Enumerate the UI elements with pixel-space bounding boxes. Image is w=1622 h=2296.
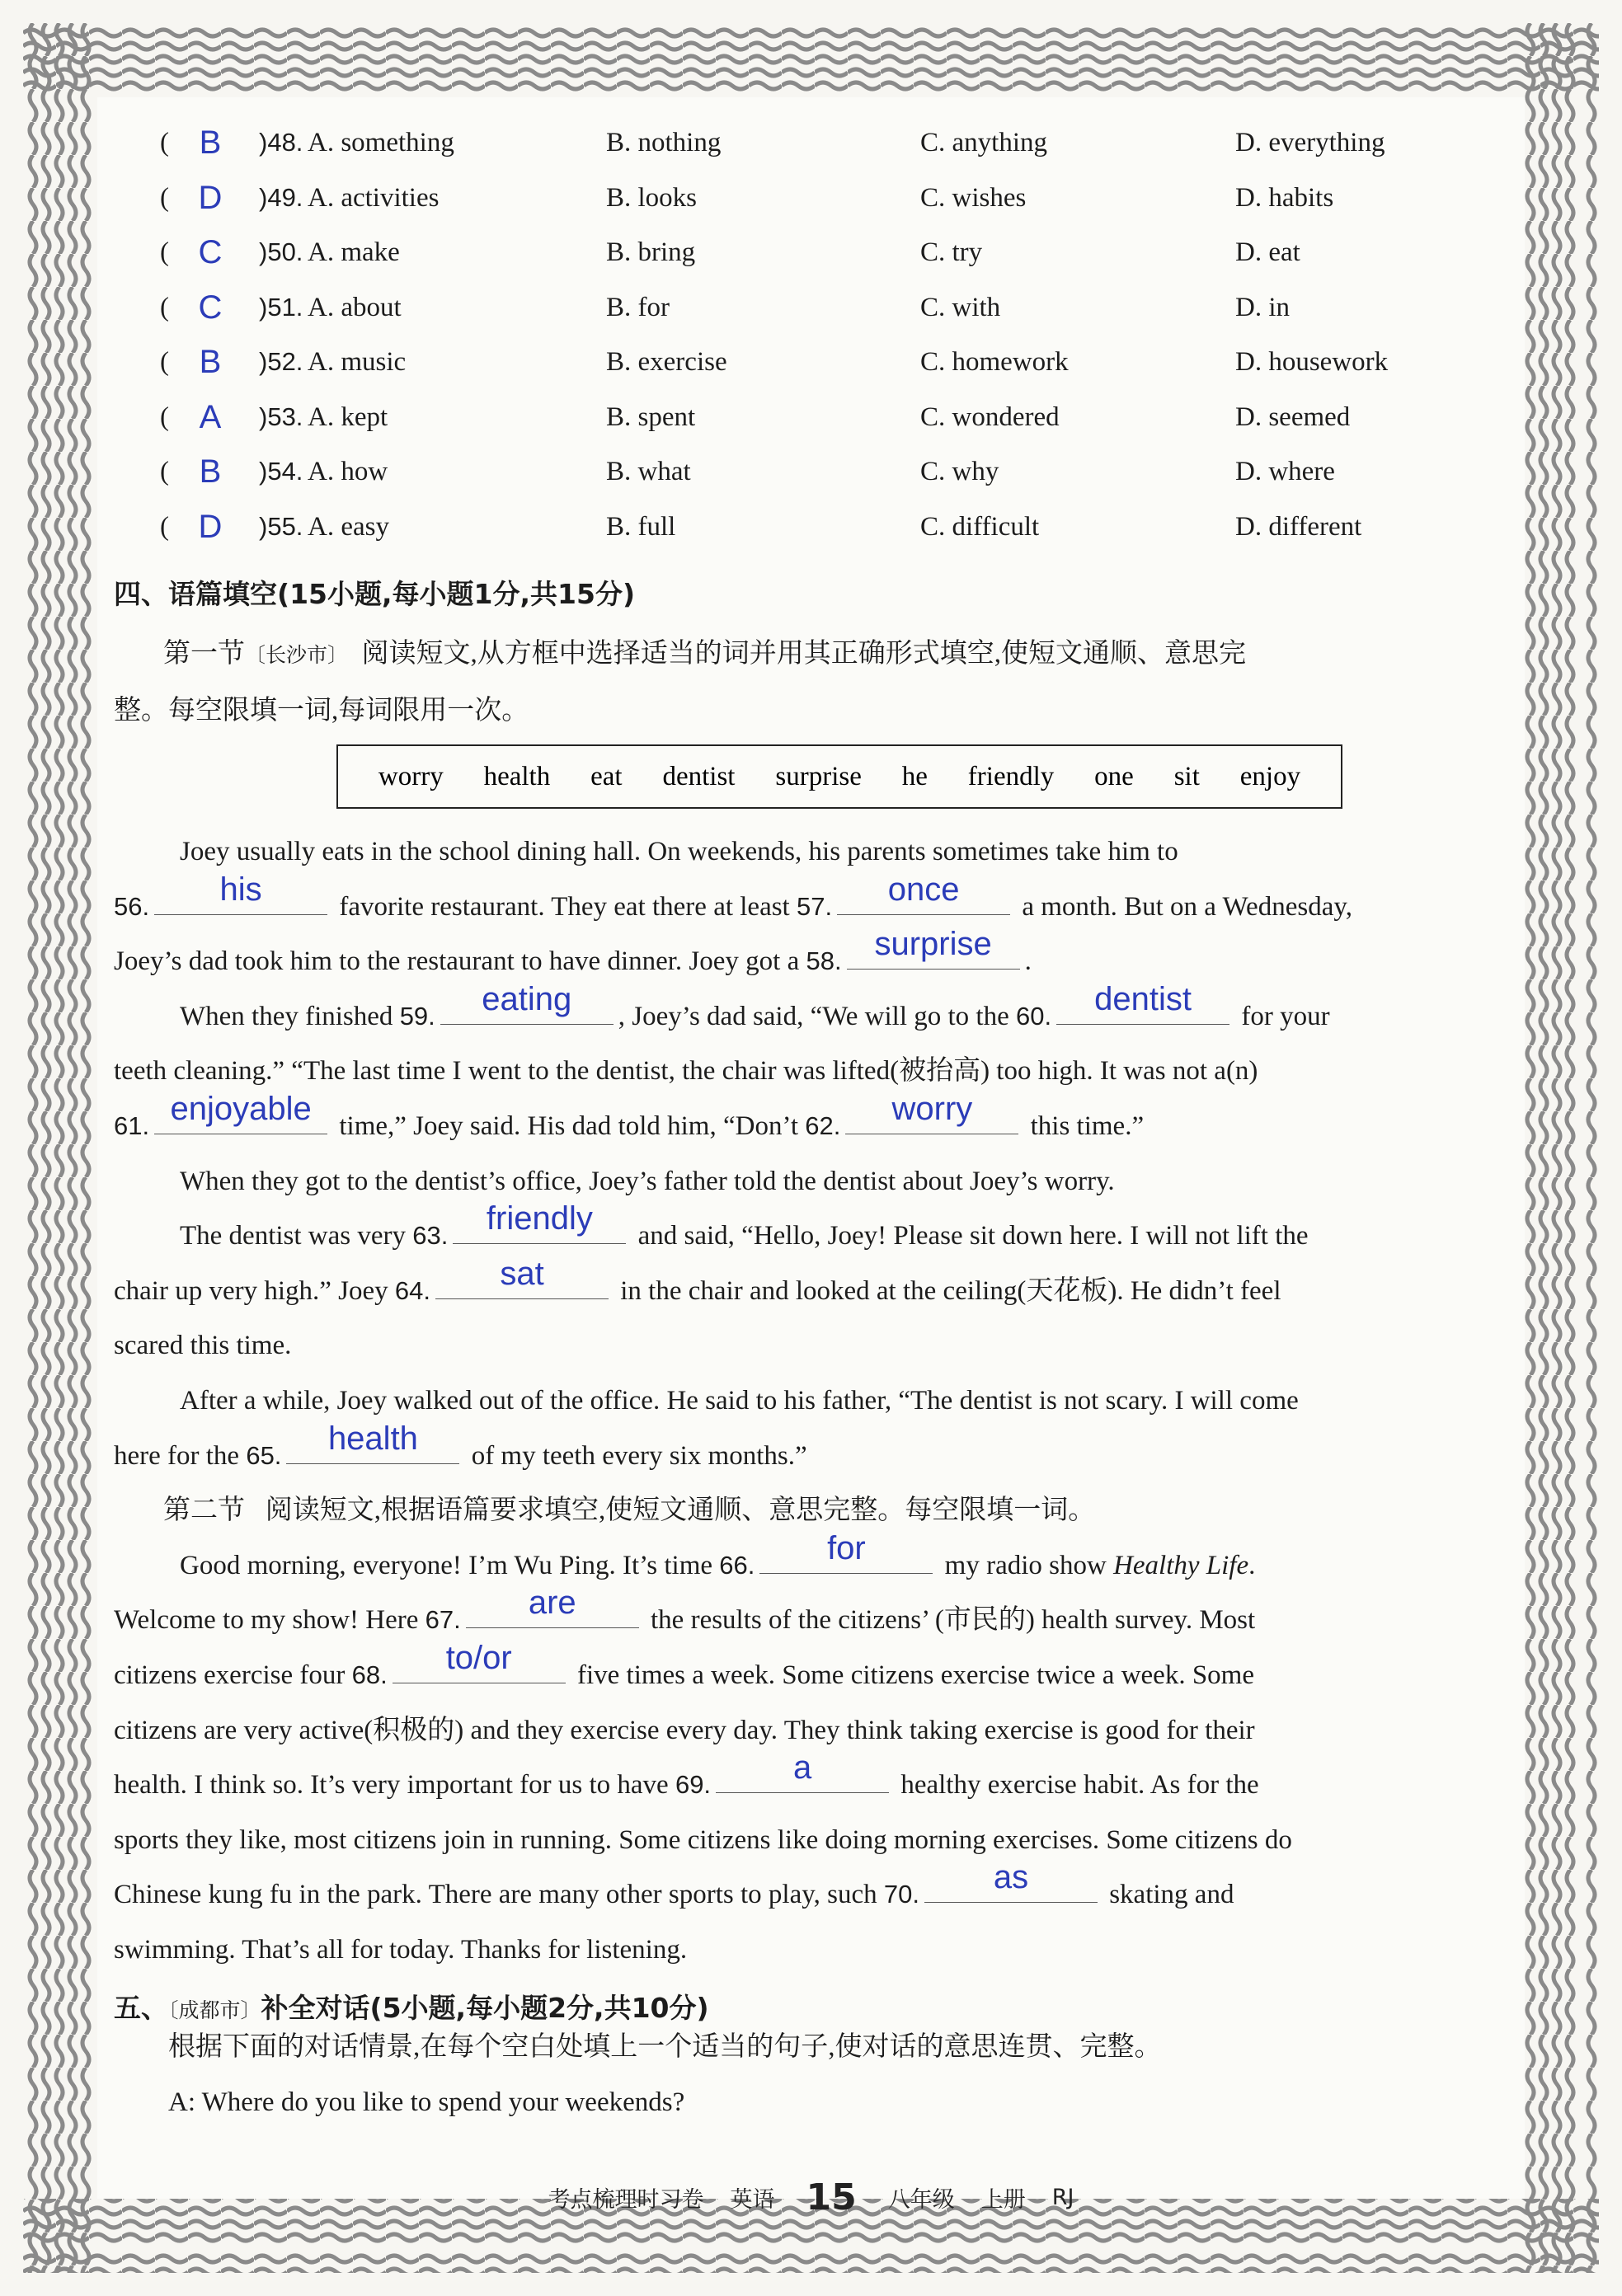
word-box-item: friendly	[967, 761, 1055, 791]
blank-60[interactable]	[1056, 980, 1229, 1025]
mc-row-52	[114, 335, 1524, 390]
text: five times a week. Some citizens exercise twice a week. Some	[576, 1660, 1254, 1690]
option-a: A. music	[308, 347, 407, 377]
text: citizens are very active(积极的) and they exercise every day. They think taking exercise is good for their	[114, 1715, 1255, 1745]
text: When they finished	[180, 1001, 393, 1031]
option-d: D. habits	[1235, 182, 1334, 213]
word-box-item: sit	[1173, 761, 1200, 791]
text: sports they like, most citizens join in running. Some citizens like doing morning exercises. Some citizens do	[114, 1824, 1292, 1855]
text: .	[1248, 1550, 1256, 1580]
passage1-para5	[114, 1373, 1514, 1483]
page-number: 15	[806, 2176, 857, 2219]
option-c: C. anything	[920, 128, 1047, 157]
option-a: A. kept	[308, 401, 388, 432]
mc-row-50	[114, 225, 1524, 280]
blank-number: 60.	[1015, 1001, 1052, 1031]
show-name: Healthy Life	[1113, 1550, 1249, 1580]
passage1-para1	[114, 824, 1514, 989]
answer-57: once	[887, 871, 960, 908]
blank-59[interactable]	[440, 980, 614, 1025]
answer-letter: D	[198, 179, 223, 216]
page-footer	[0, 2176, 1622, 2219]
footer-grade: 八年级	[887, 2187, 955, 2213]
blank-number: 63.	[412, 1221, 449, 1251]
answer-68: to/or	[445, 1639, 512, 1676]
footer-edition: RJ	[1051, 2185, 1074, 2210]
answer-70: as	[993, 1859, 1029, 1896]
blank-number: 56.	[114, 891, 150, 921]
word-box-item: surprise	[775, 761, 862, 791]
blank-56[interactable]	[154, 871, 327, 915]
mc-row-55	[114, 500, 1524, 555]
text: my radio show	[944, 1550, 1107, 1580]
answer-64: sat	[500, 1255, 544, 1292]
part2-label: 第二节	[163, 1495, 245, 1526]
mc-row-53	[114, 390, 1524, 445]
answer-letter: A	[199, 398, 222, 435]
option-d: D. everything	[1235, 128, 1385, 157]
blank-number: 67.	[425, 1605, 461, 1635]
option-c: C. with	[920, 292, 1001, 322]
answer-letter: C	[198, 234, 223, 270]
text: and said, “Hello, Joey! Please sit down here. I will not lift the	[637, 1221, 1309, 1251]
answer-60: dentist	[1094, 980, 1192, 1017]
answer-61: enjoyable	[170, 1090, 312, 1127]
option-d: D. in	[1235, 292, 1290, 322]
answer-letter: B	[199, 124, 222, 161]
passage1-para2	[114, 980, 1514, 1154]
passage1-para4	[114, 1200, 1514, 1373]
section5-city: 〔成都市〕	[168, 1998, 261, 2022]
text: chair up very high.” Joey	[114, 1275, 388, 1306]
word-box	[336, 744, 1342, 809]
paren-open: (	[160, 401, 169, 432]
word-box-item: he	[901, 761, 928, 791]
mc-row-48	[114, 115, 1524, 171]
part1-instructions	[114, 627, 1514, 738]
text: for your	[1241, 1001, 1330, 1031]
option-d: D. different	[1235, 511, 1362, 542]
part1-instruction-line2: 整。每空限填一词,每词限用一次。	[114, 696, 529, 725]
word-box-item: health	[483, 761, 551, 791]
text: .	[1024, 946, 1032, 977]
option-b: B. bring	[606, 237, 696, 267]
text: time,” Joey said. His dad told him, “Don’t	[339, 1110, 799, 1141]
option-a: A. activities	[308, 182, 440, 213]
blank-61[interactable]	[154, 1090, 327, 1134]
option-c: C. difficult	[920, 511, 1040, 542]
option-b: B. exercise	[606, 347, 727, 377]
part2-instructions	[114, 1483, 1514, 1538]
option-c: C. homework	[920, 347, 1069, 377]
footer-book-title: 考点梳理时习卷	[548, 2187, 704, 2213]
word-box-item: eat	[590, 761, 623, 791]
text: a month. But on a Wednesday,	[1022, 891, 1352, 922]
passage1	[114, 824, 1514, 1977]
option-b: B. for	[606, 292, 670, 322]
blank-number: 62.	[805, 1110, 841, 1140]
blank-number: 66.	[719, 1550, 755, 1580]
mc-row-51	[114, 280, 1524, 336]
part2-instruction: 阅读短文,根据语篇要求填空,使短文通顺、意思完整。每空限填一词。	[265, 1495, 1096, 1526]
mc-row-54	[114, 444, 1524, 500]
question-number: )52.	[259, 347, 303, 376]
word-box-item: worry	[378, 761, 444, 791]
paren-open: (	[160, 182, 169, 213]
option-c: C. wondered	[920, 401, 1060, 432]
option-a: A. easy	[308, 511, 389, 542]
answer-59: eating	[482, 980, 572, 1017]
text: swimming. That’s all for today. Thanks for listening.	[114, 1934, 688, 1965]
option-b: B. full	[606, 511, 676, 542]
option-b: B. spent	[606, 401, 696, 432]
paren-open: (	[160, 292, 169, 322]
section5-heading: 补全对话(5小题,每小题2分,共10分)	[261, 1992, 709, 2024]
paren-open: (	[160, 457, 169, 486]
answer-67: are	[528, 1585, 576, 1622]
text: in the chair and looked at the ceiling(天花板). He didn’t feel	[620, 1275, 1281, 1306]
section5-body	[114, 2020, 1514, 2129]
blank-63[interactable]	[453, 1200, 626, 1244]
option-d: D. eat	[1235, 237, 1300, 267]
answer-letter: B	[199, 344, 222, 380]
option-a: A. how	[308, 457, 388, 486]
blank-65[interactable]	[286, 1420, 459, 1464]
text: of my teeth every six months.”	[471, 1440, 807, 1471]
answer-56: his	[219, 871, 262, 908]
option-d: D. where	[1235, 457, 1335, 486]
paren-open: (	[160, 511, 169, 542]
option-d: D. housework	[1235, 347, 1389, 377]
option-b: B. nothing	[606, 128, 722, 157]
answer-letter: C	[198, 289, 223, 326]
text: Joey usually eats in the school dining hall. On weekends, his parents sometimes take him to	[180, 837, 1178, 866]
blank-number: 61.	[114, 1110, 150, 1140]
text: skating and	[1109, 1880, 1234, 1910]
option-b: B. looks	[606, 182, 698, 213]
blank-66[interactable]	[759, 1529, 933, 1574]
blank-number: 57.	[796, 891, 833, 921]
text: Joey’s dad took him to the restaurant to have dinner. Joey got a	[114, 946, 800, 977]
question-number: )49.	[259, 182, 303, 212]
text: After a while, Joey walked out of the office. He said to his father, “The dentist is not scary. I will come	[180, 1385, 1299, 1416]
text: The dentist was very	[180, 1221, 407, 1251]
blank-62[interactable]	[845, 1090, 1018, 1134]
paren-open: (	[160, 128, 169, 157]
word-box-item: dentist	[662, 761, 736, 791]
part1-label: 第一节	[163, 639, 245, 669]
question-number: )51.	[259, 292, 303, 322]
blank-68[interactable]	[393, 1639, 566, 1683]
footer-volume: 上册	[980, 2187, 1026, 2213]
blank-number: 68.	[351, 1660, 388, 1689]
blank-57[interactable]	[837, 871, 1010, 915]
word-box-item: one	[1094, 761, 1134, 791]
blank-number: 59.	[399, 1001, 435, 1031]
text: When they got to the dentist’s office, Joey’s father told the dentist about Joey’s worry.	[180, 1166, 1115, 1196]
question-number: )50.	[259, 237, 303, 266]
blank-number: 69.	[675, 1770, 712, 1800]
answer-58: surprise	[874, 926, 992, 963]
text: favorite restaurant. They eat there at least	[339, 891, 790, 922]
blank-number: 65.	[246, 1440, 282, 1470]
text: this time.”	[1030, 1110, 1145, 1141]
option-a: A. about	[308, 292, 402, 322]
part1-city: 〔长沙市〕	[245, 645, 349, 667]
text: Good morning, everyone! I’m Wu Ping. It’s time	[180, 1550, 713, 1580]
paren-open: (	[160, 347, 169, 377]
option-c: C. wishes	[920, 182, 1027, 213]
blank-number: 64.	[394, 1275, 431, 1305]
answer-63: friendly	[486, 1200, 593, 1237]
word-box-item: enjoy	[1239, 761, 1301, 791]
blank-58[interactable]	[847, 926, 1020, 970]
text: here for the	[114, 1440, 240, 1471]
answer-69: a	[792, 1749, 812, 1787]
text: health. I think so. It’s very important for us to have	[114, 1770, 669, 1801]
question-number: )53.	[259, 401, 303, 431]
question-number: )54.	[259, 457, 303, 486]
blank-70[interactable]	[924, 1859, 1098, 1903]
blank-number: 70.	[883, 1880, 919, 1909]
blank-64[interactable]	[435, 1255, 609, 1299]
option-c: C. try	[920, 237, 983, 267]
answer-letter: B	[199, 453, 222, 490]
section5-instruction: 根据下面的对话情景,在每个空白处填上一个适当的句子,使对话的意思连贯、完整。	[168, 2032, 1162, 2062]
text: teeth cleaning.” “The last time I went to the dentist, the chair was lifted(被抬高) too high. It was not a(n)	[114, 1056, 1258, 1087]
text: the results of the citizens’ (市民的) health survey. Most	[651, 1605, 1256, 1636]
blank-67[interactable]	[466, 1585, 639, 1628]
answer-62: worry	[891, 1090, 973, 1127]
blank-69[interactable]	[716, 1749, 889, 1793]
part1-instruction-line1: 阅读短文,从方框中选择适当的词并用其正确形式填空,使短文通顺、意思完	[361, 639, 1247, 669]
question-number: )55.	[259, 511, 303, 541]
question-number: )48.	[259, 128, 303, 157]
section5-prefix: 五、	[114, 1992, 168, 2024]
text: healthy exercise habit. As for the	[900, 1770, 1259, 1801]
text: Welcome to my show! Here	[114, 1605, 419, 1636]
dialogue-line-a: A: Where do you like to spend your weekends?	[168, 2087, 685, 2117]
answer-letter: D	[198, 508, 223, 545]
passage2	[114, 1529, 1514, 1978]
option-b: B. what	[606, 457, 691, 486]
paren-open: (	[160, 237, 169, 267]
text: scared this time.	[114, 1331, 292, 1361]
footer-subject: 英语	[730, 2187, 775, 2213]
blank-number: 58.	[806, 946, 842, 976]
option-a: A. make	[308, 237, 400, 267]
option-a: A. something	[308, 128, 454, 157]
answer-66: for	[827, 1529, 866, 1566]
mc-list	[114, 115, 1524, 554]
mc-row-49	[114, 171, 1524, 226]
option-d: D. seemed	[1235, 401, 1351, 432]
answer-65: health	[327, 1420, 418, 1457]
passage1-para3	[114, 1154, 1514, 1209]
text: citizens exercise four	[114, 1660, 346, 1690]
text: Chinese kung fu in the park. There are many other sports to play, such	[114, 1880, 877, 1910]
option-c: C. why	[920, 457, 999, 486]
section4-title: 四、语篇填空(15小题,每小题1分,共15分)	[114, 578, 636, 610]
text: , Joey’s dad said, “We will go to the	[618, 1001, 1009, 1031]
